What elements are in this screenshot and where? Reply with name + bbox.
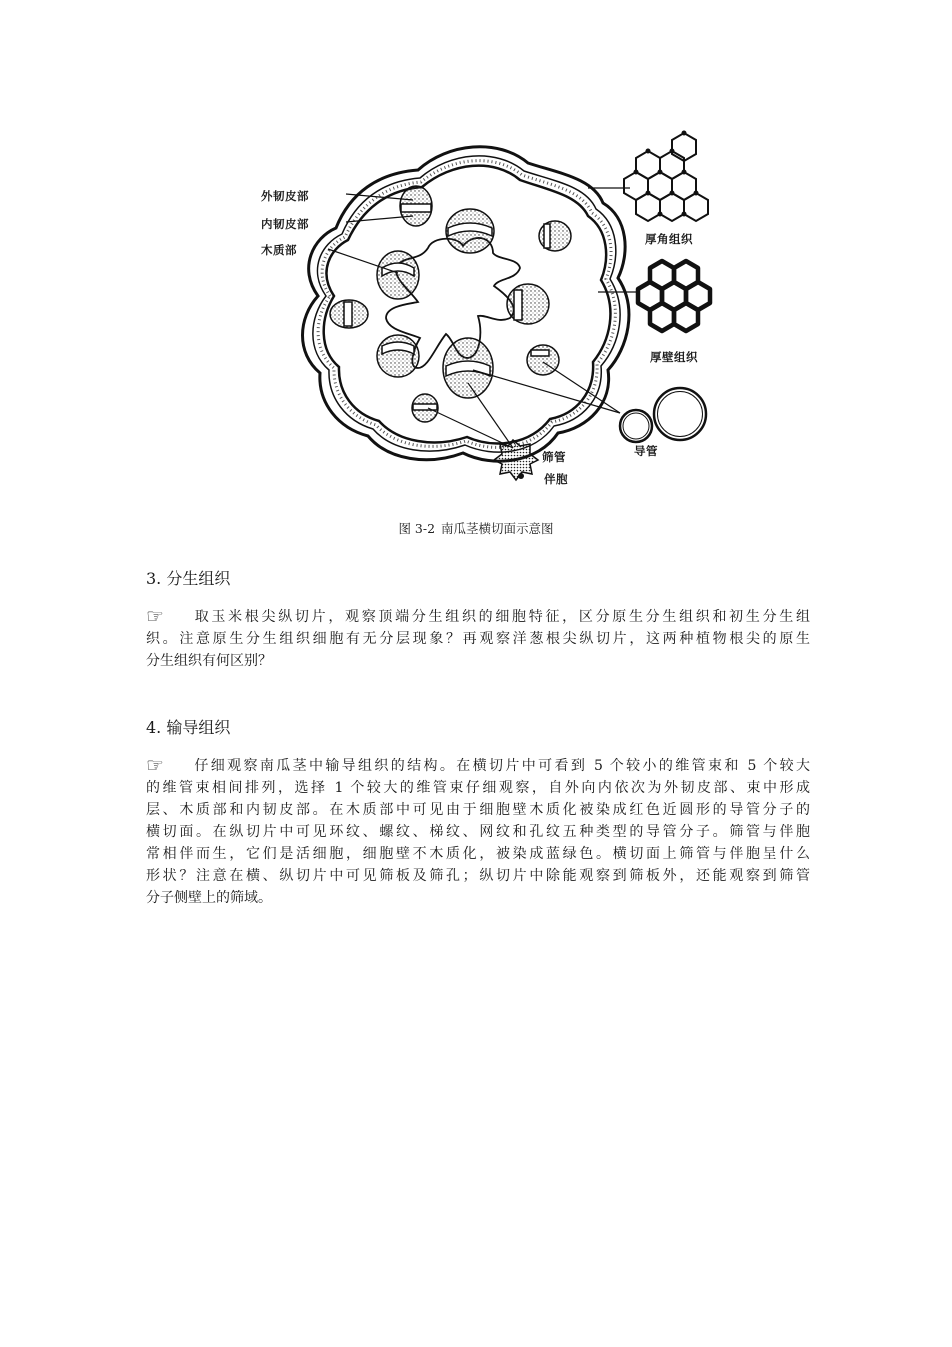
paragraph-line: 织。注意原生分生组织细胞有无分层现象？再观察洋葱根尖纵切片，这两种植物根尖的原生 bbox=[146, 631, 810, 647]
vascular-bundle bbox=[507, 284, 549, 324]
paragraph-line: 层、木质部和内韧皮部。在木质部中可见由于细胞壁木质化被染成红色近圆形的导管分子的 bbox=[146, 802, 810, 818]
label-sclerenchyma: 厚壁组织 bbox=[650, 350, 698, 364]
paragraph-line: 分生组织有何区别？ bbox=[146, 653, 272, 669]
vascular-bundle bbox=[330, 300, 368, 328]
label-outer-phloem: 外韧皮部 bbox=[261, 189, 309, 203]
vascular-bundle bbox=[412, 394, 438, 422]
pointing-hand-icon: ☞ bbox=[146, 753, 164, 777]
sclerenchyma-cells bbox=[638, 261, 710, 331]
vascular-bundle bbox=[443, 338, 493, 398]
figure-caption bbox=[0, 519, 952, 537]
pointing-hand-icon: ☞ bbox=[146, 604, 164, 628]
caption-text: 南瓜茎横切面示意图 bbox=[441, 521, 554, 536]
vascular-bundle bbox=[377, 335, 419, 377]
vascular-bundle bbox=[377, 251, 419, 299]
paragraph-line: 分子侧壁上的筛域。 bbox=[146, 890, 272, 906]
paragraph-line: 常相伴而生，它们是活细胞，细胞壁不木质化，被染成蓝绿色。横切面上筛管与伴胞呈什么 bbox=[146, 846, 810, 862]
vascular-bundle bbox=[446, 209, 494, 253]
paragraph-line: ☞ 取玉米根尖纵切片，观察顶端分生组织的细胞特征，区分原生分生组织和初生分生组 bbox=[146, 604, 810, 628]
label-vessel: 导管 bbox=[634, 444, 658, 458]
vascular-bundle bbox=[527, 345, 559, 375]
vessel-rings bbox=[620, 388, 706, 442]
label-companion-cell: 伴胞 bbox=[544, 472, 568, 486]
section-paragraph-meristem bbox=[146, 606, 810, 672]
label-collenchyma: 厚角组织 bbox=[645, 232, 693, 246]
vascular-bundle bbox=[400, 186, 432, 226]
sieve-tube-cell bbox=[494, 440, 538, 480]
section-paragraph-conducting-tissue bbox=[146, 755, 810, 909]
paragraph-line: 横切面。在纵切片中可见环纹、螺纹、梯纹、网纹和孔纹五种类型的导管分子。筛管与伴胞 bbox=[146, 824, 810, 840]
label-inner-phloem: 内韧皮部 bbox=[261, 217, 309, 231]
section-heading-conducting-tissue: 4. 输导组织 bbox=[146, 718, 231, 737]
vascular-bundle bbox=[539, 221, 571, 251]
caption-number: 图 3-2 bbox=[398, 521, 436, 536]
paragraph-line: 形状？注意在横、纵切片中可见筛板及筛孔；纵切片中除能观察到筛板外，还能观察到筛管 bbox=[146, 868, 810, 884]
label-xylem: 木质部 bbox=[261, 243, 297, 257]
label-sieve-tube: 筛管 bbox=[542, 450, 566, 464]
collenchyma-cells bbox=[624, 133, 708, 221]
paragraph-line: 的维管束相间排列，选择 1 个较大的维管束仔细观察，自外向内依次为外韧皮部、束中形成 bbox=[146, 780, 810, 796]
paragraph-line: ☞ 仔细观察南瓜茎中输导组织的结构。在横切片中可看到 5 个较小的维管束和 5 个较大 bbox=[146, 753, 810, 777]
section-heading-meristem: 3. 分生组织 bbox=[146, 569, 231, 588]
pumpkin-stem-cross-section-figure bbox=[258, 118, 728, 510]
